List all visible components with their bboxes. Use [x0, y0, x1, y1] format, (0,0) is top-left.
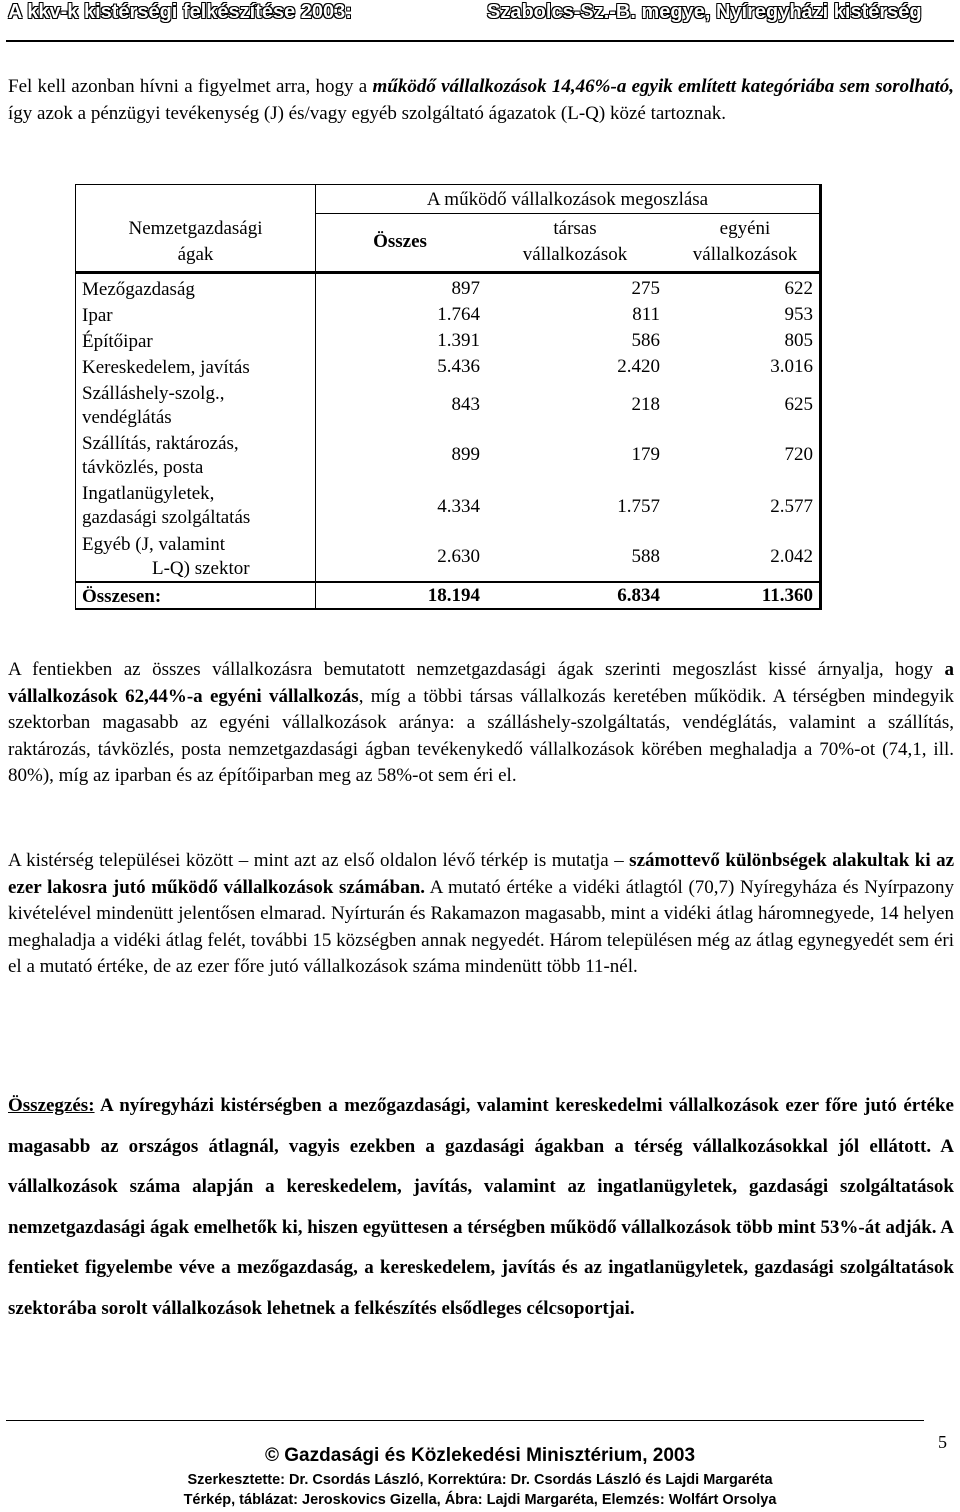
table-top-rule: [75, 184, 820, 185]
footer-editors: Szerkesztette: Dr. Csordás László, Korrektúra: Dr. Csordás László és Lajdi Margaréta: [187, 1472, 773, 1488]
footer-rule: [6, 1420, 924, 1421]
table-bottom-rule: [75, 608, 820, 610]
summary-paragraph: Összegzés: A nyíregyházi kistérségben a mezőgazdasági, valamint kereskedelmi vállalkozások ezer főre jutó értéke magasabb az országos átlagnál, vagyis ezekben a gazdasági ágakban a térség vállalkozásokkal jól ellátott. A vállalkozások száma alapján a kereskedelem, javítás, valamint az ingatlanügyletek, gazdasági szolgáltatások nemzetgazdasági ágak emelhetők ki, hiszen együttesen a térségben működő vállalkozások több mint 53%-át adják. A fentieket figyelembe véve a mezőgazdaság, a kereskedelem, javítás és az ingatlanügyletek, gazdasági szolgáltatások szektorába sorolt vállalkozások lehetnek a felkészítés elsődleges célcsoportjai.: [8, 1095, 954, 1319]
paragraph-settlements: A kistérség települései között – mint azt az első oldalon lévő térkép is mutatja – számottevő különbségek alakultak ki az ezer lakosra jutó működő vállalkozások számában. A mutató értéke a vidéki átlagtól (70,7) Nyíregyháza és Nyírpazony kivételével mindenütt jelentősen elmarad. Nyírturán és Rakamazon magasabb, mint a vidéki átlag háromnegyede, 14 helyen meghaladja a vidéki átlag felét, további 15 községben annak negyedét. Három településen még az átlag egynegyedét sem éri el a mutató értéke, de az ezer főre jutó vállalkozások száma mindenütt több 11-nél.: [8, 850, 955, 977]
intro-paragraph: Fel kell azonban hívni a figyelmet arra, hogy a működő vállalkozások 14,46%-a egyik említett kategóriába sem sorolható, így azok a pénzügyi tevékenység (J) és/vagy egyéb szolgáltató ágazatok (L-Q) közé tartoznak.: [8, 76, 954, 124]
table-sector-divider: [315, 184, 316, 610]
paragraph-distribution: A fentiekben az összes vállalkozásra bemutatott nemzetgazdasági ágak szerinti megoszlást kissé árnyalja, hogy a vállalkozások 62,44%-a egyéni vállalkozás, míg a többi társas vállalkozás keretében működik. A térségben mindegyik szektorban magasabb az egyéni vállalkozások aránya: a szálláshely-szolgáltatás, vendéglátás, valamint a szállítás, raktározás, távközlés, posta nemzetgazdasági ágban tevékenykedő vállalkozások körében meghaladja a 70%-ot (74,1, ill. 80%), míg az iparban és az építőiparban meg az 58%-ot sem éri el.: [8, 659, 954, 786]
header-individual: egyéni vállalkozások: [692, 218, 798, 265]
summary-label: Összegzés:: [8, 1095, 95, 1116]
sector-table: Nemzetgazdasági ágak A működő vállalkozások megoszlása Összes társas vállalkozások egyéni vállalkozások Mezőgazdaság 897 275 622 Ipar 1.764 811 953 Építőipar 1.391 586 805 Kereskedelem, javítás 5.436 2.420 3.016 Szálláshely-szolg., vendéglátás 843 218 625 Szállítás, raktározás, távközlés, posta 899 179 720 Ingatlanügyletek, gazdasági szolgáltatás 4.334 1.757 2.577 Egyéb (J, valamint L-Q) szektor 2.630 588 2.042 Összesen: 18.194 6.834 11.360: [0, 0, 960, 620]
footer-credits: Térkép, táblázat: Jeroskovics Gizella, Ábra: Lajdi Margaréta, Elemzés: Wolfárt Orsolya: [183, 1492, 777, 1508]
header-left: A kkv-k kistérségi felkészítése 2003:: [8, 1, 352, 23]
header-right: Szabolcs-Sz.-B. megye, Nyíregyházi kistérség: [487, 1, 922, 23]
page-number: 5: [938, 1432, 947, 1452]
footer-copyright: © Gazdasági és Közlekedési Minisztérium, 2003: [264, 1445, 696, 1466]
header-total: Összes: [373, 231, 427, 252]
header-company: társas vállalkozások: [522, 218, 628, 265]
table-total-rule: [75, 581, 820, 583]
table-header-rule: [75, 271, 822, 274]
header-sector: Nemzetgazdasági ágak: [128, 218, 263, 265]
header-group: A működő vállalkozások megoszlása: [426, 189, 709, 210]
